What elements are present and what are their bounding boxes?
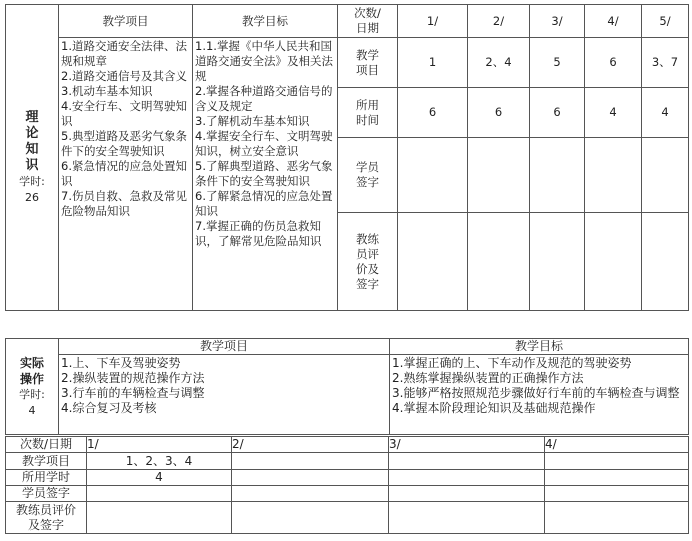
practice-coach-1 xyxy=(87,502,232,534)
theory-project-1: 1 xyxy=(398,38,468,88)
practice-items-cell xyxy=(59,355,390,435)
theory-row-sign-label: 学员 签字 xyxy=(338,138,398,213)
practice-coach-2 xyxy=(232,502,389,534)
theory-coach-3 xyxy=(530,213,585,311)
practice-items-text: 1.上、下车及驾驶姿势 2.操纵装置的规范操作方法 3.行车前的车辆检查与调整 4.综合复习及考核 xyxy=(61,356,205,415)
theory-row-project-label: 教学 项目 xyxy=(338,38,398,88)
practice-session-label: 次数/日期 xyxy=(6,437,87,453)
practice-session-3: 3/ xyxy=(389,437,545,453)
practice-row-hours-label: 所用学时 xyxy=(6,470,87,486)
practice-sign-2 xyxy=(232,486,389,502)
theory-hours-5: 4 xyxy=(642,88,689,138)
practice-hours-3 xyxy=(389,470,545,486)
practice-goals-cell xyxy=(390,355,689,435)
theory-session-1: 1/ xyxy=(398,5,468,38)
theory-sign-4 xyxy=(585,138,642,213)
practice-project-4 xyxy=(545,453,689,470)
theory-sign-3 xyxy=(530,138,585,213)
theory-hours-4: 4 xyxy=(585,88,642,138)
theory-goals-text: 1.1.掌握《中华人民共和国道路交通安全法》及相关法规 2.掌握各种道路交通信号的含义及规定 3.了解机动车基本知识 4.掌握安全行车、文明驾驶知识，树立安全意识 5.了解典型道路、恶劣气象条件下的安全驾驶知识 6.了解紧急情况的应急处置知识 7.掌握正确的伤员急救知识，了解常见危险品知识 xyxy=(195,39,333,248)
practice-hours-4 xyxy=(545,470,689,486)
practice-row-coach-label: 教练员评价 及签字 xyxy=(6,502,87,534)
theory-header-items: 教学项目 xyxy=(59,5,193,38)
theory-sign-2 xyxy=(468,138,530,213)
theory-goals-cell xyxy=(193,38,338,311)
theory-sign-5 xyxy=(642,138,689,213)
practice-hours-1: 4 xyxy=(87,470,232,486)
theory-session-3: 3/ xyxy=(530,5,585,38)
theory-hours-label: 学时: xyxy=(19,174,45,188)
theory-coach-1 xyxy=(398,213,468,311)
theory-section-label xyxy=(6,5,59,311)
theory-project-3: 5 xyxy=(530,38,585,88)
practice-hours xyxy=(6,387,58,419)
theory-items-cell xyxy=(59,38,193,311)
theory-items-text: 1.道路交通安全法律、法规和规章 2.道路交通信号及其含义 3.机动车基本知识 4.安全行车、文明驾驶知识 5.典型道路及恶劣气象条件下的安全驾驶知识 6.紧急情况的应急处置知识 7.伤员自救、急救及常见危险物品知识 xyxy=(61,39,187,218)
theory-sign-1 xyxy=(398,138,468,213)
practice-schedule-table xyxy=(5,436,689,534)
theory-hours xyxy=(6,174,58,206)
practice-hours-2 xyxy=(232,470,389,486)
practice-hours-value: 4 xyxy=(28,403,36,417)
theory-hours-3: 6 xyxy=(530,88,585,138)
practice-project-3 xyxy=(389,453,545,470)
practice-sign-4 xyxy=(545,486,689,502)
practice-session-1: 1/ xyxy=(87,437,232,453)
practice-content-table xyxy=(5,338,689,435)
practice-section-label xyxy=(6,339,59,435)
theory-project-5: 3、7 xyxy=(642,38,689,88)
theory-coach-4 xyxy=(585,213,642,311)
practice-row-sign-label: 学员签字 xyxy=(6,486,87,502)
practice-coach-4 xyxy=(545,502,689,534)
practice-row-project-label: 教学项目 xyxy=(6,453,87,470)
practice-goals-text: 1.掌握正确的上、下车动作及规范的驾驶姿势 2.熟练掌握操纵装置的正确操作方法 3.能够严格按照规范步骤做好行车前的车辆检查与调整 4.掌握本阶段理论知识及基础规范操作 xyxy=(392,356,680,415)
theory-session-5: 5/ xyxy=(642,5,689,38)
practice-section-title: 实际操作 xyxy=(19,355,44,386)
practice-header-goals: 教学目标 xyxy=(390,339,689,355)
theory-header-session: 次数/ 日期 xyxy=(338,5,398,38)
theory-hours-value: 26 xyxy=(25,190,39,204)
theory-header-goals: 教学目标 xyxy=(193,5,338,38)
practice-session-2: 2/ xyxy=(232,437,389,453)
theory-session-4: 4/ xyxy=(585,5,642,38)
theory-row-coach-label: 教练 员评 价及 签字 xyxy=(338,213,398,311)
theory-coach-2 xyxy=(468,213,530,311)
practice-sign-3 xyxy=(389,486,545,502)
practice-header-items: 教学项目 xyxy=(59,339,390,355)
theory-section-title: 理论知识 xyxy=(25,109,39,173)
practice-session-4: 4/ xyxy=(545,437,689,453)
theory-row-hours-label: 所用 时间 xyxy=(338,88,398,138)
theory-schedule-table xyxy=(5,4,689,311)
theory-session-2: 2/ xyxy=(468,5,530,38)
theory-coach-5 xyxy=(642,213,689,311)
practice-hours-label: 学时: xyxy=(19,387,45,401)
practice-coach-3 xyxy=(389,502,545,534)
theory-project-2: 2、4 xyxy=(468,38,530,88)
practice-sign-1 xyxy=(87,486,232,502)
practice-project-1: 1、2、3、4 xyxy=(87,453,232,470)
practice-project-2 xyxy=(232,453,389,470)
theory-project-4: 6 xyxy=(585,38,642,88)
theory-hours-2: 6 xyxy=(468,88,530,138)
theory-hours-1: 6 xyxy=(398,88,468,138)
